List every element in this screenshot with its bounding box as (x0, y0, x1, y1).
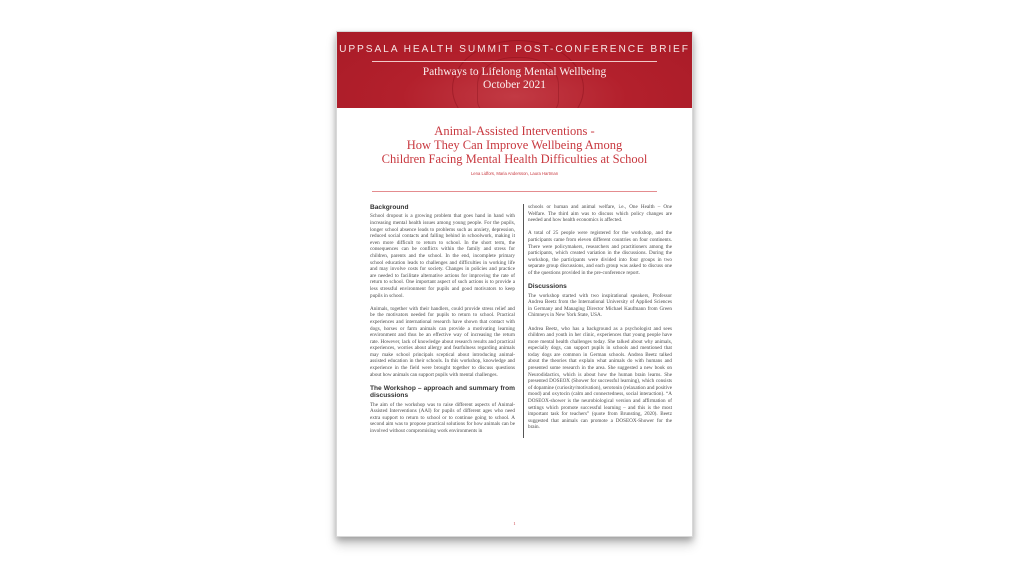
right-column (523, 204, 672, 438)
paragraph: Animals, together with their handlers, could provide stress relief and be the motivators needed for pupils to return to school. Practical experiences and international research have shown that contact with dogs, horses or farm animals can provide a motivating learning environment and thus be an effective way of increasing the return rate. However, lack of knowledge about research results and practical experiences, worries about allergy and fearfulness regarding animals may make school principals sceptical about introducing animal-assisted education in their schools. In this workshop, knowledge and experience in the field were brought together to discuss questions about how animals can support pupils with mental challenges. (370, 305, 515, 378)
section-heading-workshop: The Workshop – approach and summary from discussions (370, 384, 515, 400)
section-heading-background: Background (370, 204, 409, 211)
event-title: Pathways to Lifelong Mental Wellbeing (422, 66, 607, 78)
title-divider (372, 191, 657, 192)
series-label: UPPSALA HEALTH SUMMIT POST-CONFERENCE BRIEF (339, 44, 690, 55)
paragraph: Andrea Beetz, who has a background as a psychologist and sees children and youth in her clinic, experiences that young people have more mental health challenges today. She talked about why animals, especially dogs, can support pupils in schools and mentioned that today dogs are common in German schools. Andrea Beetz talked about the theories that explain what animals do with humans and presented some research in the area. She suggested a new book on Neurodidactics, which is about how the human brain learns. She presented DOSEOX (Shower for successful learning), which consists of dopamine (curiosity/motivation), serotonin (relaxation and positive mood) and oxytocin (calm and connectedness, social interaction). “A DOSEOX-shower is the neurobiological version and affirmation of settings which promote successful learning – and this is the most important task for teachers” (quote from Brunsting, 2020). Beetz suggested that animals can promote a DOSEOX-Shower for the brain. (528, 325, 672, 431)
banner-divider (372, 61, 657, 62)
title-line: Animal-Assisted Interventions - (434, 124, 595, 138)
section-heading-discussions: Discussions (528, 283, 567, 291)
paragraph: schools or human and animal welfare, i.e., One Health – One Welfare. The third aim was to discuss which policy changes are needed and how health economics is affected. (528, 204, 672, 224)
title-line: How They Can Improve Wellbeing Among (406, 138, 623, 152)
event-date: October 2021 (483, 79, 546, 91)
paragraph: A total of 25 people were registered for the workshop, and the participants came from eleven different countries on four continents. There were policymakers, researchers and practitioners among the participants, which created variation in the discussions. During the workshop, the participants were divided into four groups in two separate group discussions, and each group was asked to discuss one of the questions provided in the pre-conference report. (528, 230, 672, 276)
document-page (336, 31, 693, 537)
paragraph: The workshop started with two inspirational speakers, Professor Andrea Beetz from the International University of Applied Sciences in Germany and Managing Director Michael Kaufmann from Green Chimneys in New York State, USA. (528, 292, 672, 319)
paragraph: School dropout is a growing problem that goes hand in hand with increasing mental health issues among young people. For the pupils, longer school absence leads to problems such as anxiety, depression, reduced social contacts and falling behind in schoolwork, making it even more difficult to return to school. In the short term, the consequences can be conflicts within the family and stress for children, parents and the school. In the end, incomplete primary school education leads to challenges and difficulties in working life and may involve costs for society. Changes in policies and practice are needed to facilitate alternative actions for improving the rate of return to school. One important aspect of such actions is to provide a less stressful environment for pupils and good motivators to keep pupils in school. (370, 213, 515, 299)
left-column (370, 204, 515, 441)
paragraph: The aim of the workshop was to raise different aspects of Animal-Assisted Interventions (AAI) for pupils of different ages who need extra support to return to school or to continue going to school. A second aim was to propose practical solutions for how animals can be involved without compromising work environments in (370, 401, 515, 435)
page-number: 1 (513, 521, 516, 526)
event-info (337, 66, 692, 92)
authors: Lena Lidfors, Maria Andersson, Laura Hartman (470, 171, 559, 176)
title-line: Children Facing Mental Health Difficulties at School (381, 152, 648, 166)
document-title (337, 124, 692, 166)
header-banner (337, 32, 692, 108)
